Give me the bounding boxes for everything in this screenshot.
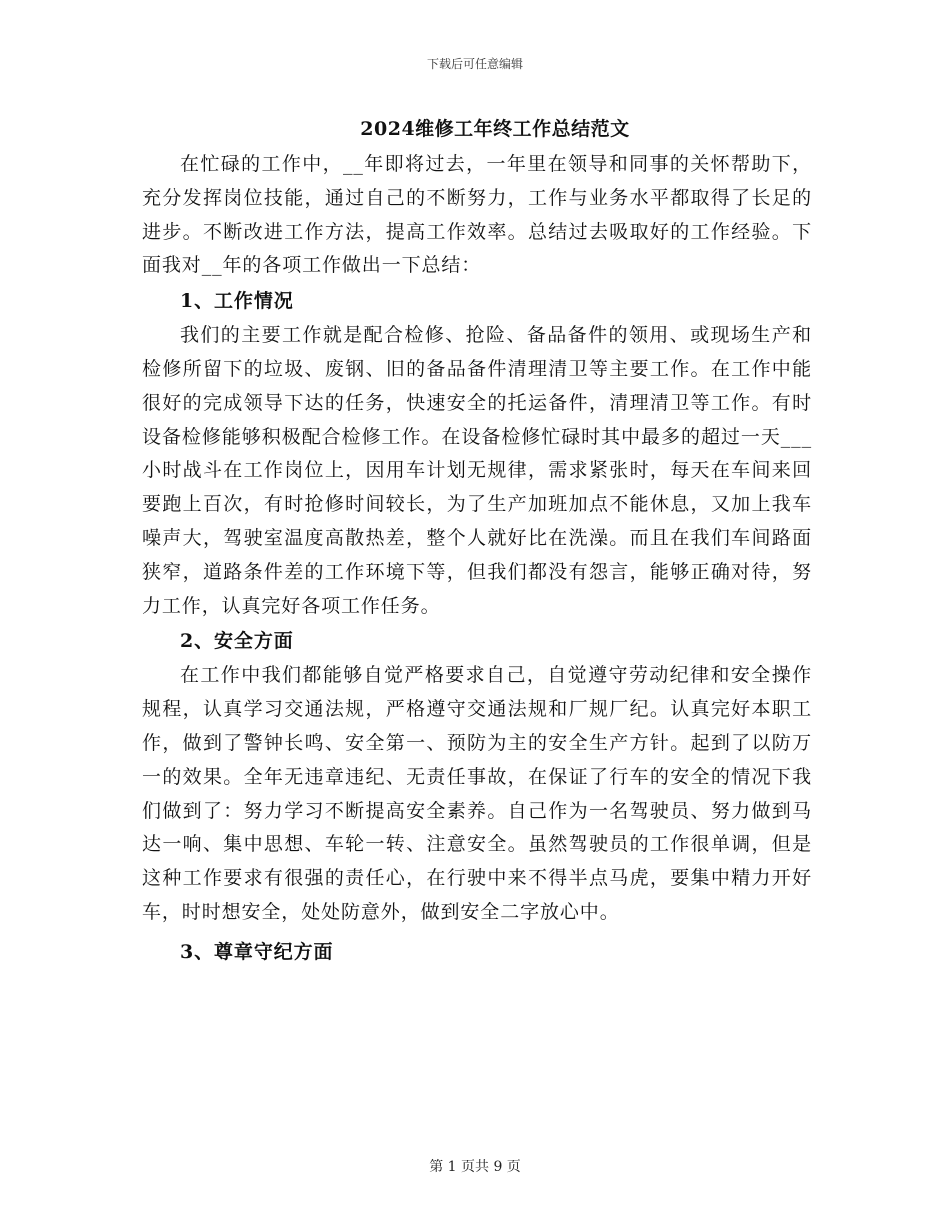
section-heading-discipline: 3、尊章守纪方面 <box>180 940 334 963</box>
section-body-work: 我们的主要工作就是配合检修、抢险、备品备件的领用、或现场生产和检修所留下的垃圾、废钢、旧的备品备件清理清卫等主要工作。在工作中能很好的完成领导下达的任务，快速安全的托运备件，清理清卫等工作。有时设备检修能够积极配合检修工作。在设备检修忙碌时其中最多的超过一天___小时战斗在工作岗位上，因用车计划无规律，需求紧张时，每天在车间来回要跑上百次，有时抢修时间较长，为了生产加班加点不能休息，又加上我车噪声大，驾驶室温度高散热差，整个人就好比在洗澡。而且在我们车间路面狭窄，道路条件差的工作环境下等，但我们都没有怨言，能够正确对待，努力工作，认真完好各项工作任务。 <box>142 324 812 617</box>
intro-paragraph: 在忙碌的工作中，__年即将过去，一年里在领导和同事的关怀帮助下，充分发挥岗位技能，通过自己的不断努力，工作与业务水平都取得了长足的进步。不断改进工作方法，提高工作效率。总结过去吸取好的工作经验。下面我对__年的各项工作做出一下总结： <box>142 153 812 277</box>
document-title: 2024维修工年终工作总结范文 <box>360 118 630 140</box>
page-indicator: 第 1 页共 9 页 <box>429 1159 521 1175</box>
section-heading-work: 1、工作情况 <box>180 290 294 313</box>
header-note: 下载后可任意编辑 <box>426 57 523 71</box>
document-body <box>142 148 812 970</box>
section-body-safety: 在工作中我们都能够自觉严格要求自己，自觉遵守劳动纪律和安全操作规程，认真学习交通法规，严格遵守交通法规和厂规厂纪。认真完好本职工作，做到了警钟长鸣、安全第一、预防为主的安全生产方针。起到了以防万一的效果。全年无违章违纪、无责任事故，在保证了行车的安全的情况下我们做到了：努力学习不断提高安全素养。自己作为一名驾驶员、努力做到马达一响、集中思想、车轮一转、注意安全。虽然驾驶员的工作很单调，但是这种工作要求有很强的责任心，在行驶中来不得半点马虎，要集中精力开好车，时时想安全，处处防意外，做到安全二字放心中。 <box>142 664 812 923</box>
section-heading-safety: 2、安全方面 <box>180 630 294 653</box>
